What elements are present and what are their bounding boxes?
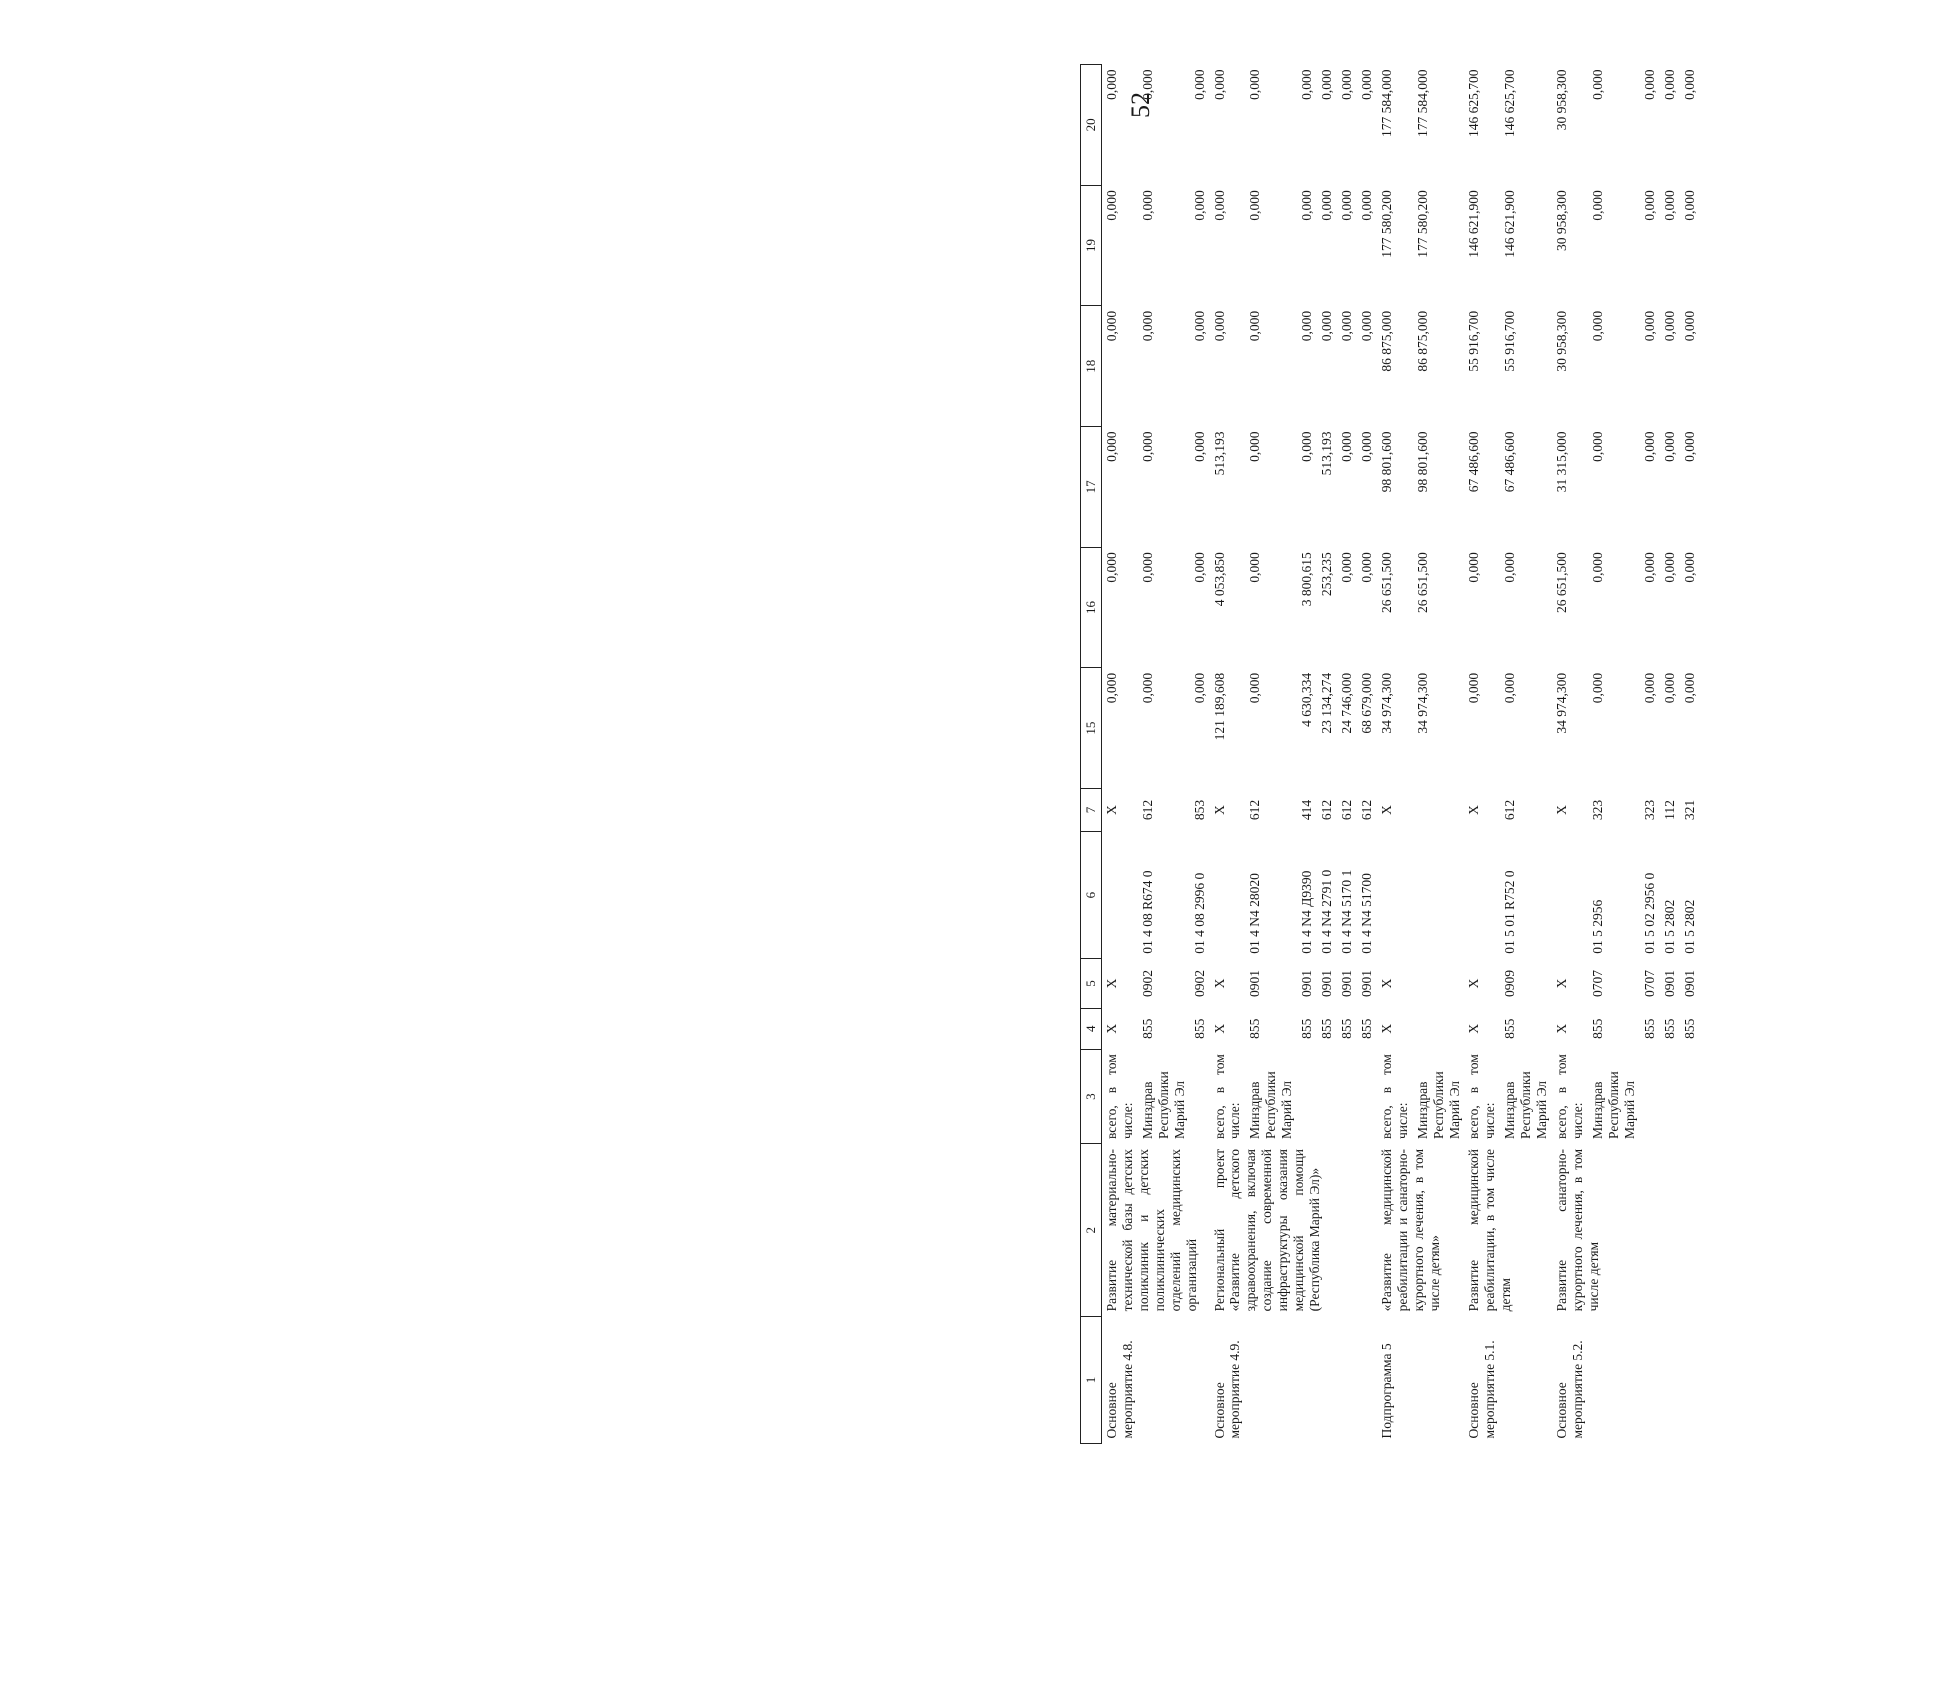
group-title: Основное мероприятие 4.9. — [1211, 1340, 1243, 1439]
col4-cell: X — [1211, 1023, 1227, 1034]
group-total-row — [1102, 65, 1138, 1444]
group-description: Развитие медицинской реабилитации, в том числе детям — [1466, 1149, 1514, 1312]
amount-20-cell: 0,000 — [1104, 69, 1119, 100]
amount-20-cell: 0,000 — [1358, 69, 1374, 100]
amount-16-cell: 26 651,500 — [1414, 552, 1430, 613]
amount-16-cell: 0,000 — [1191, 552, 1207, 583]
col7-cell: 612 — [1247, 799, 1263, 821]
col6-cell — [1464, 832, 1500, 959]
col4-cell: 855 — [1358, 1018, 1374, 1039]
amount-15-cell: 68 679,000 — [1358, 672, 1374, 734]
executor-cell — [1680, 1049, 1700, 1144]
amount-18-cell: 0,000 — [1247, 310, 1263, 342]
col6-cell: 01 4 N4 51700 — [1358, 873, 1374, 954]
col4-cell: X — [1554, 1023, 1570, 1034]
col7-cell: 414 — [1299, 799, 1315, 821]
header-cell: 1 — [1081, 1316, 1102, 1443]
amount-18-cell: 0,000 — [1589, 310, 1605, 342]
header-cell: 2 — [1081, 1144, 1102, 1316]
amount-17-cell: 0,000 — [1641, 431, 1657, 462]
col4-cell: 855 — [1502, 1018, 1518, 1039]
amount-15-cell: 0,000 — [1661, 672, 1677, 704]
header-row — [1081, 65, 1102, 1444]
amount-18-cell: 0,000 — [1299, 310, 1315, 342]
group-total-row — [1377, 65, 1413, 1444]
amount-15-cell: 24 746,000 — [1338, 672, 1354, 734]
amount-15-cell: 0,000 — [1681, 672, 1697, 704]
col7-cell: 112 — [1661, 800, 1677, 820]
col4-cell — [1413, 1008, 1465, 1049]
amount-18-cell: 0,000 — [1338, 310, 1354, 342]
executor-cell — [1357, 1049, 1377, 1144]
header-cell: 18 — [1081, 306, 1102, 427]
amount-20-cell: 0,000 — [1299, 69, 1315, 100]
amount-16-cell: 253,235 — [1319, 552, 1335, 597]
col6-cell: 01 4 N4 2791 0 — [1319, 869, 1335, 954]
header-cell: 5 — [1081, 959, 1102, 1009]
amount-18-cell: 86 875,000 — [1414, 310, 1430, 372]
amount-17-cell: 31 315,000 — [1554, 431, 1570, 493]
executor-cell — [1297, 1049, 1317, 1144]
amount-16-cell: 0,000 — [1247, 552, 1263, 583]
amount-18-cell: 0,000 — [1641, 310, 1657, 342]
col5-cell: X — [1466, 978, 1482, 989]
group-description: Развитие материально-технической базы детских поликлиник и детских поликлинических отделений медицинских организаций — [1104, 1149, 1199, 1312]
amount-16-cell: 0,000 — [1139, 552, 1155, 583]
col6-cell — [1210, 832, 1246, 959]
col7-cell: X — [1554, 805, 1570, 815]
col5-cell: 0707 — [1641, 970, 1657, 997]
amount-19-cell: 0,000 — [1589, 190, 1605, 221]
group-title: Подпрограмма 5 — [1378, 1343, 1394, 1439]
col5-cell: 0909 — [1502, 970, 1518, 997]
amount-20-cell: 0,000 — [1661, 69, 1677, 100]
amount-17-cell: 0,000 — [1191, 431, 1207, 462]
amount-20-cell: 30 958,300 — [1554, 69, 1570, 131]
amount-17-cell: 0,000 — [1338, 431, 1354, 462]
col7-cell: X — [1378, 805, 1394, 815]
header-cell: 3 — [1081, 1049, 1102, 1144]
executor-cell — [1640, 1049, 1660, 1144]
col4-cell: 855 — [1299, 1018, 1315, 1039]
group-description: Региональный проект «Развитие детского здравоохранения, включая создание современной инфраструктуры оказания медицинской помощи (Республика Марий Эл)» — [1211, 1149, 1323, 1312]
executor-cell — [1190, 1049, 1210, 1144]
col5-cell: X — [1104, 978, 1119, 989]
amount-17-cell: 0,000 — [1661, 431, 1677, 462]
col6-cell: 01 5 02 2956 0 — [1641, 872, 1657, 954]
col4-cell: X — [1378, 1023, 1394, 1034]
amount-20-cell: 0,000 — [1247, 69, 1263, 100]
col6-cell: 01 5 2802 — [1681, 899, 1697, 954]
col7-cell — [1413, 789, 1465, 832]
amount-18-cell: 30 958,300 — [1554, 310, 1570, 372]
amount-18-cell: 0,000 — [1211, 310, 1227, 342]
col6-cell — [1377, 832, 1413, 959]
amount-17-cell: 0,000 — [1247, 431, 1263, 462]
executor-cell: всего, в том числе: — [1554, 1054, 1585, 1139]
amount-15-cell: 0,000 — [1589, 672, 1605, 704]
col7-cell: X — [1211, 805, 1227, 815]
amount-17-cell: 513,193 — [1211, 431, 1227, 476]
amount-16-cell: 0,000 — [1338, 552, 1354, 583]
amount-15-cell: 0,000 — [1139, 672, 1155, 704]
col7-cell: 323 — [1589, 799, 1605, 821]
amount-15-cell: 0,000 — [1641, 672, 1657, 704]
amount-15-cell: 0,000 — [1247, 672, 1263, 704]
amount-19-cell: 0,000 — [1641, 190, 1657, 221]
amount-20-cell: 177 584,000 — [1414, 69, 1430, 137]
amount-16-cell: 0,000 — [1589, 552, 1605, 583]
amount-15-cell: 0,000 — [1466, 672, 1482, 704]
amount-19-cell: 0,000 — [1661, 190, 1677, 221]
col5-cell: X — [1378, 978, 1394, 989]
col7-cell: 612 — [1319, 799, 1335, 821]
executor-cell — [1660, 1049, 1680, 1144]
amount-16-cell: 0,000 — [1466, 552, 1482, 583]
executor-cell — [1317, 1049, 1337, 1144]
amount-20-cell: 0,000 — [1211, 69, 1227, 100]
amount-15-cell: 23 134,274 — [1319, 672, 1335, 734]
col5-cell: 0901 — [1319, 970, 1335, 997]
amount-16-cell: 0,000 — [1661, 552, 1677, 583]
amount-17-cell: 0,000 — [1681, 431, 1697, 462]
amount-19-cell: 177 580,200 — [1378, 190, 1394, 258]
col7-cell: 612 — [1338, 799, 1354, 821]
amount-16-cell: 4 053,850 — [1211, 552, 1227, 607]
col4-cell: 855 — [1661, 1018, 1677, 1039]
col6-cell: 01 4 08 2996 0 — [1191, 872, 1207, 954]
budget-table — [1080, 64, 1699, 1444]
header-cell: 6 — [1081, 832, 1102, 959]
amount-20-cell: 0,000 — [1641, 69, 1657, 100]
col5-cell: 0901 — [1358, 970, 1374, 997]
page-number: 52 — [1126, 92, 1155, 118]
header-cell: 7 — [1081, 789, 1102, 832]
amount-18-cell: 0,000 — [1681, 310, 1697, 342]
amount-17-cell: 0,000 — [1589, 431, 1605, 462]
group-total-row — [1210, 65, 1246, 1444]
amount-17-cell: 0,000 — [1358, 431, 1374, 462]
amount-16-cell: 3 800,615 — [1299, 552, 1315, 607]
col4-cell: 855 — [1338, 1018, 1354, 1039]
col7-cell: 321 — [1681, 799, 1697, 821]
amount-15-cell: 0,000 — [1191, 672, 1207, 704]
col7-cell: 323 — [1641, 799, 1657, 821]
amount-18-cell: 0,000 — [1191, 310, 1207, 342]
col6-cell: 01 5 2956 — [1589, 899, 1605, 954]
col4-cell: 855 — [1641, 1018, 1657, 1039]
col6-cell — [1552, 832, 1588, 959]
executor-cell: Минздрав Республики Марий Эл — [1139, 1071, 1187, 1139]
amount-19-cell: 146 621,900 — [1502, 190, 1518, 258]
executor-cell: всего, в том числе: — [1104, 1054, 1135, 1139]
col4-cell: X — [1466, 1023, 1482, 1034]
amount-19-cell: 0,000 — [1211, 190, 1227, 221]
amount-20-cell: 146 625,700 — [1466, 69, 1482, 137]
col5-cell: 0901 — [1681, 970, 1697, 997]
amount-20-cell: 0,000 — [1338, 69, 1354, 100]
amount-16-cell: 0,000 — [1681, 552, 1697, 583]
amount-16-cell: 0,000 — [1641, 552, 1657, 583]
amount-19-cell: 0,000 — [1358, 190, 1374, 221]
amount-18-cell: 0,000 — [1661, 310, 1677, 342]
header-cell: 17 — [1081, 427, 1102, 548]
amount-17-cell: 0,000 — [1104, 431, 1119, 462]
amount-15-cell: 0,000 — [1104, 672, 1119, 704]
col5-cell: 0901 — [1299, 970, 1315, 997]
col6-cell: 01 4 N4 28020 — [1247, 873, 1263, 954]
amount-18-cell: 86 875,000 — [1378, 310, 1394, 372]
amount-19-cell: 0,000 — [1319, 190, 1335, 221]
col4-cell: 855 — [1319, 1018, 1335, 1039]
executor-cell: всего, в том числе: — [1211, 1054, 1243, 1139]
amount-19-cell: 30 958,300 — [1554, 190, 1570, 251]
amount-20-cell: 0,000 — [1589, 69, 1605, 100]
amount-18-cell: 0,000 — [1319, 310, 1335, 342]
amount-19-cell: 0,000 — [1247, 190, 1263, 221]
executor-cell: Минздрав Республики Марий Эл — [1589, 1071, 1637, 1139]
amount-15-cell: 4 630,334 — [1299, 672, 1315, 727]
amount-15-cell: 34 974,300 — [1414, 672, 1430, 734]
group-title: Основное мероприятие 5.2. — [1554, 1340, 1585, 1439]
amount-19-cell: 0,000 — [1139, 190, 1155, 221]
col5-cell: X — [1211, 978, 1227, 989]
executor-cell — [1337, 1049, 1357, 1144]
group-description: Развитие санаторно-курортного лечения, в том числе детям — [1554, 1149, 1601, 1312]
col6-cell — [1102, 832, 1138, 959]
col6-cell: 01 4 N4 5170 1 — [1338, 869, 1354, 954]
col6-cell: 01 5 01 R752 0 — [1502, 870, 1518, 954]
amount-15-cell: 34 974,300 — [1378, 672, 1394, 734]
group-title: Основное мероприятие 4.8. — [1104, 1340, 1135, 1439]
col5-cell: 0902 — [1139, 970, 1155, 997]
executor-cell: всего, в том числе: — [1378, 1054, 1410, 1139]
col7-cell: 612 — [1502, 799, 1518, 821]
col4-cell: 855 — [1589, 1018, 1605, 1039]
group-description: «Развитие медицинской реабилитации и санаторно-курортного лечения, в том числе детям» — [1378, 1149, 1442, 1312]
col5-cell: X — [1554, 978, 1570, 989]
col6-cell: 01 4 08 R674 0 — [1139, 870, 1155, 954]
header-cell: 20 — [1081, 65, 1102, 186]
col5-cell: 0707 — [1589, 970, 1605, 997]
header-cell: 19 — [1081, 185, 1102, 306]
amount-17-cell: 98 801,600 — [1414, 431, 1430, 493]
col4-cell: 855 — [1247, 1018, 1263, 1039]
table-body — [1102, 65, 1700, 1444]
col5-cell: 0901 — [1661, 970, 1677, 997]
amount-19-cell: 0,000 — [1104, 190, 1119, 221]
amount-18-cell: 55 916,700 — [1466, 310, 1482, 372]
amount-20-cell: 0,000 — [1191, 69, 1207, 100]
executor-cell: Минздрав Республики Марий Эл — [1247, 1071, 1295, 1139]
col4-cell: 855 — [1681, 1018, 1697, 1039]
executor-cell: Минздрав Республики Марий Эл — [1414, 1071, 1462, 1139]
amount-19-cell: 0,000 — [1191, 190, 1207, 221]
group-title: Основное мероприятие 5.1. — [1466, 1340, 1498, 1439]
amount-15-cell: 34 974,300 — [1554, 672, 1570, 734]
amount-18-cell: 0,000 — [1104, 310, 1119, 342]
col5-cell: 0901 — [1338, 970, 1354, 997]
amount-19-cell: 0,000 — [1338, 190, 1354, 221]
amount-18-cell: 0,000 — [1139, 310, 1155, 342]
amount-15-cell: 0,000 — [1502, 672, 1518, 704]
amount-17-cell: 67 486,600 — [1502, 431, 1518, 493]
header-cell: 16 — [1081, 547, 1102, 668]
col6-cell: 01 4 N4 Д9390 — [1299, 870, 1315, 954]
amount-16-cell: 26 651,500 — [1554, 552, 1570, 613]
col4-cell: 855 — [1191, 1018, 1207, 1039]
col4-cell: X — [1104, 1023, 1119, 1034]
header-cell: 15 — [1081, 668, 1102, 789]
col5-cell: 0901 — [1247, 970, 1263, 997]
col7-cell: 612 — [1358, 799, 1374, 821]
col6-cell — [1413, 832, 1465, 959]
col7-cell: 612 — [1139, 799, 1155, 821]
amount-20-cell: 146 625,700 — [1502, 69, 1518, 137]
col5-cell: 0902 — [1191, 970, 1207, 997]
group-total-row — [1552, 65, 1588, 1444]
amount-17-cell: 513,193 — [1319, 431, 1335, 476]
amount-16-cell: 0,000 — [1502, 552, 1518, 583]
amount-18-cell: 55 916,700 — [1502, 310, 1518, 372]
amount-20-cell: 0,000 — [1139, 69, 1155, 100]
amount-19-cell: 0,000 — [1681, 190, 1697, 221]
col4-cell: 855 — [1139, 1018, 1155, 1039]
amount-17-cell: 0,000 — [1139, 431, 1155, 462]
amount-20-cell: 177 584,000 — [1378, 69, 1394, 137]
amount-19-cell: 177 580,200 — [1414, 190, 1430, 258]
amount-17-cell: 67 486,600 — [1466, 431, 1482, 493]
amount-16-cell: 0,000 — [1358, 552, 1374, 583]
col6-cell: 01 5 2802 — [1661, 899, 1677, 954]
executor-cell: всего, в том числе: — [1466, 1054, 1498, 1139]
amount-20-cell: 0,000 — [1319, 69, 1335, 100]
rotated-table-sheet — [1080, 64, 1960, 1444]
group-total-row — [1464, 65, 1500, 1444]
executor-cell: Минздрав Республики Марий Эл — [1502, 1071, 1550, 1139]
col5-cell — [1413, 959, 1465, 1009]
amount-15-cell: 121 189,608 — [1211, 672, 1227, 741]
amount-16-cell: 26 651,500 — [1378, 552, 1394, 613]
col7-cell: X — [1104, 805, 1119, 815]
col7-cell: X — [1466, 805, 1482, 815]
amount-18-cell: 0,000 — [1358, 310, 1374, 342]
amount-17-cell: 98 801,600 — [1378, 431, 1394, 493]
amount-19-cell: 0,000 — [1299, 190, 1315, 221]
amount-16-cell: 0,000 — [1104, 552, 1119, 583]
amount-17-cell: 0,000 — [1299, 431, 1315, 462]
amount-20-cell: 0,000 — [1681, 69, 1697, 100]
header-cell: 4 — [1081, 1008, 1102, 1049]
col7-cell: 853 — [1191, 799, 1207, 821]
amount-19-cell: 146 621,900 — [1466, 190, 1482, 258]
